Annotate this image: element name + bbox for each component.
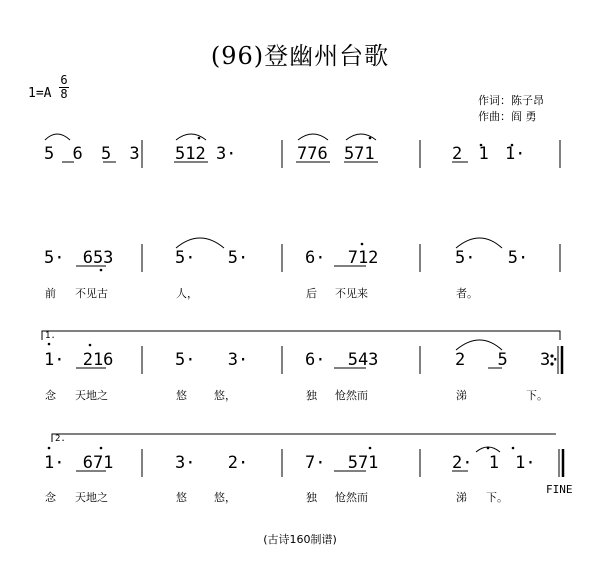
composer-credit: 作曲：阎 勇 [478,110,537,123]
lyric: 天地之 [75,389,108,402]
time-signature-numerator: 6 [60,73,68,87]
lyric: 悠 [176,491,187,504]
measure: 6· 543 [305,350,379,370]
lyric: 天地之 [75,491,108,504]
measure: 2· 1 1· [452,453,536,473]
key-signature: 1=A [28,86,52,101]
measure: 7· 571 [305,453,379,473]
time-signature-denominator: 8 [60,87,68,101]
measure: 3· 2· [175,453,249,473]
measure: 2 5 3· [455,350,561,370]
lyric: 涕 [456,491,467,504]
measure: 776 571 [297,144,375,164]
lyric: 后 [306,287,317,300]
lyric: 独 [306,389,317,402]
measure: 2 1 1· [452,144,526,164]
lyric: 人， [176,287,198,300]
lyric: 下。 [526,389,548,402]
lyric: 涕 [456,389,467,402]
measure: 512 3· [175,144,237,164]
lyric: 悠， [214,389,236,402]
lyric: 悠， [214,491,236,504]
volta-1-label: 1. [45,331,56,341]
measure: 6· 712 [305,248,379,268]
lyric: 悠 [176,389,187,402]
measure: 1· 671 [44,453,114,473]
lyric: 前 [45,287,56,300]
measure: 5· 653 [44,248,114,268]
fine-mark: FINE [546,483,573,496]
lyric: 念 [45,389,56,402]
lyric: 不见古 [75,287,108,300]
lyric: 怆然而 [335,491,368,504]
footer-note: (古诗160制谱) [263,533,337,546]
measure: 1· 216 [44,350,114,370]
lyricist-credit: 作词：陈子昂 [478,94,544,107]
volta-2-label: 2. [55,434,66,444]
measure: 5 6 5 3 [44,144,144,164]
lyric: 不见来 [335,287,368,300]
measure: 5· 5· [455,248,529,268]
lyric: 独 [306,491,317,504]
measure: 5· 3· [175,350,249,370]
lyric: 下。 [486,491,508,504]
lyric: 念 [45,491,56,504]
lyric: 怆然而 [335,389,368,402]
measure: 5· 5· [175,248,249,268]
page-title: (96)登幽州台歌 [210,42,390,70]
lyric: 者。 [456,287,478,300]
